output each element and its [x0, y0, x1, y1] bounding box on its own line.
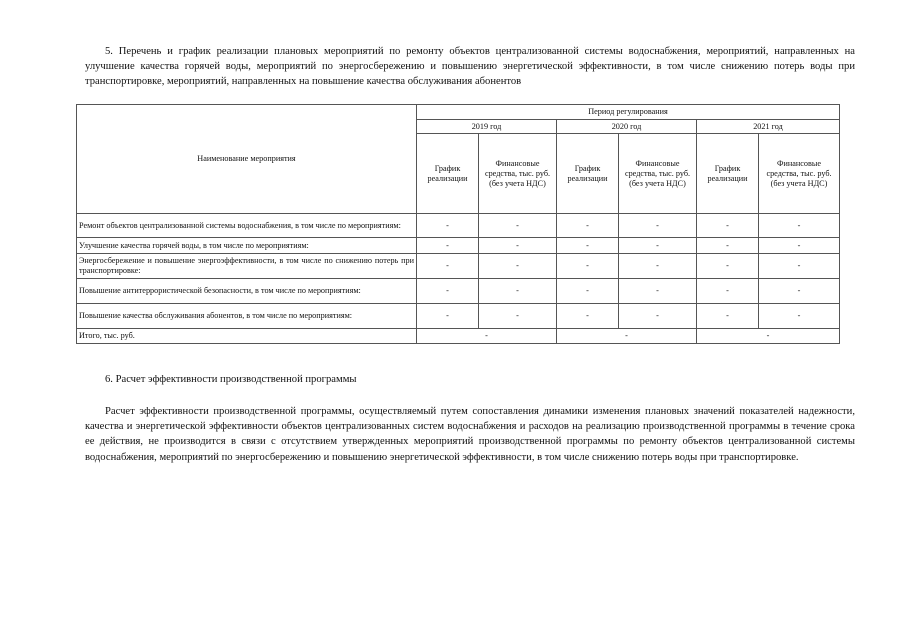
total-cell: -	[557, 329, 697, 344]
activity-name: Улучшение качества горячей воды, в том числе по мероприятиям:	[77, 238, 417, 254]
table-cell: -	[557, 279, 619, 304]
table-cell: -	[619, 214, 697, 238]
section-6-heading: 6. Расчет эффективности производственной программы	[105, 374, 357, 385]
total-cell: -	[417, 329, 557, 344]
section-6-paragraph: Расчет эффективности производственной программы, осуществляемый путем сопоставления динамики изменения плановых значений показателей надежности, качества и энергетической эффективности объектов централизованных систем водоснабжения и расходов на реализацию производственной программы в течение срока ее действия, не производится в связи с отсутствием утвержденных мероприятий производственной программы по ремонту объектов централизованной системы водоснабжения, мероприятий по энергосбережению и повышению энергетической эффективности, в том числе снижению потерь воды при транспортировке.	[85, 406, 855, 463]
activity-name-header: Наименование мероприятия	[77, 105, 417, 214]
table-cell: -	[417, 304, 479, 329]
table-cell: -	[479, 214, 557, 238]
table-cell: -	[417, 214, 479, 238]
table-cell: -	[619, 254, 697, 279]
finance-header: Финансовые средства, тыс. руб. (без учета НДС)	[619, 134, 697, 214]
table-cell: -	[557, 304, 619, 329]
finance-header: Финансовые средства, тыс. руб. (без учета НДС)	[759, 134, 840, 214]
table-cell: -	[759, 254, 840, 279]
table-cell: -	[697, 279, 759, 304]
table-cell: -	[479, 279, 557, 304]
table-row	[77, 304, 840, 329]
table-cell: -	[557, 254, 619, 279]
schedule-header: График реализации	[417, 134, 479, 214]
table-cell: -	[479, 304, 557, 329]
table-cell: -	[697, 304, 759, 329]
table-cell: -	[759, 279, 840, 304]
table-cell: -	[557, 238, 619, 254]
finance-header: Финансовые средства, тыс. руб. (без учета НДС)	[479, 134, 557, 214]
table-cell: -	[697, 238, 759, 254]
table-cell: -	[697, 254, 759, 279]
total-label: Итого, тыс. руб.	[77, 329, 417, 344]
table-cell: -	[759, 214, 840, 238]
period-header: Период регулирования	[417, 105, 840, 120]
activity-name: Повышение антитеррористической безопасности, в том числе по мероприятиям:	[77, 279, 417, 304]
table-cell: -	[619, 238, 697, 254]
total-row	[77, 329, 840, 344]
table-cell: -	[417, 279, 479, 304]
table-cell: -	[697, 214, 759, 238]
table-cell: -	[417, 238, 479, 254]
table-cell: -	[557, 214, 619, 238]
table-row	[77, 238, 840, 254]
table-cell: -	[417, 254, 479, 279]
total-cell: -	[697, 329, 840, 344]
table-cell: -	[619, 279, 697, 304]
year-2019-header: 2019 год	[417, 120, 557, 134]
schedule-header: График реализации	[557, 134, 619, 214]
activities-table	[76, 104, 840, 344]
table-row	[77, 254, 840, 279]
table-cell: -	[619, 304, 697, 329]
activity-name: Ремонт объектов централизованной системы водоснабжения, в том числе по мероприятиям:	[77, 214, 417, 238]
table-cell: -	[479, 238, 557, 254]
year-2020-header: 2020 год	[557, 120, 697, 134]
activity-name: Повышение качества обслуживания абонентов, в том числе по мероприятиям:	[77, 304, 417, 329]
section-5-paragraph: 5. Перечень и график реализации плановых мероприятий по ремонту объектов централизованной системы водоснабжения, мероприятий, направленных на улучшение качества горячей воды, мероприятий по энергосбережению и повышению энергетической эффективности, в том числе снижению потерь воды при транспортировке, мероприятий, направленных на повышение качества обслуживания абонентов	[85, 46, 855, 88]
table-cell: -	[759, 238, 840, 254]
table-row	[77, 279, 840, 304]
table-cell: -	[479, 254, 557, 279]
year-2021-header: 2021 год	[697, 120, 840, 134]
activity-name: Энергосбережение и повышение энергоэффективности, в том числе по снижению потерь при транспортировке:	[77, 254, 417, 279]
schedule-header: График реализации	[697, 134, 759, 214]
table-cell: -	[759, 304, 840, 329]
table-row	[77, 214, 840, 238]
